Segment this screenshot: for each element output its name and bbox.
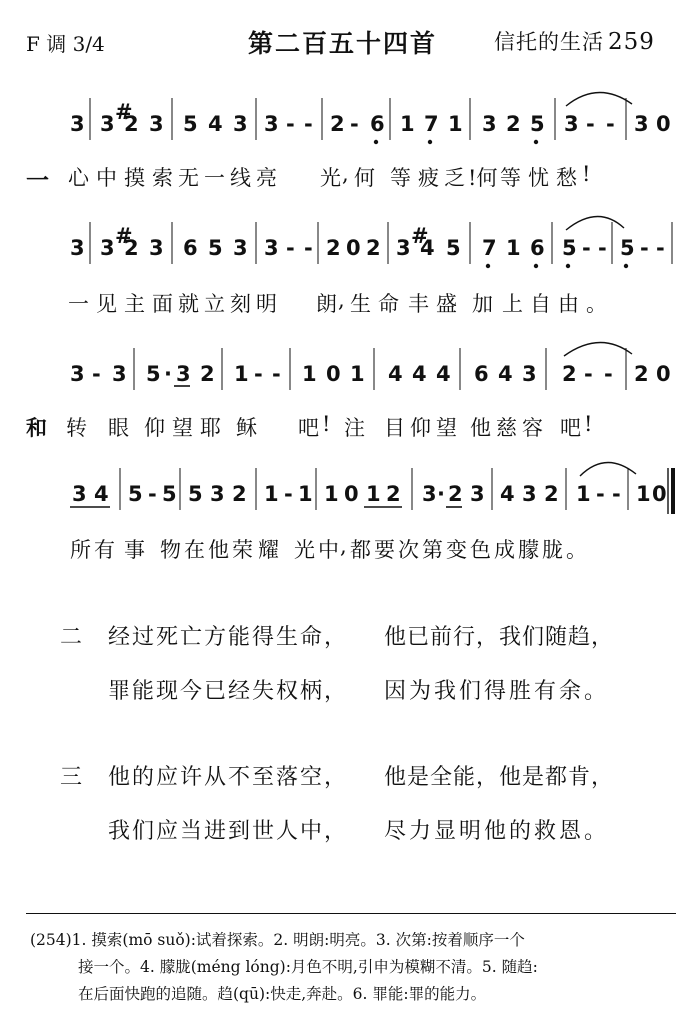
lyric-syllable: 要 bbox=[374, 538, 395, 562]
lyric-syllable: 就 bbox=[178, 292, 199, 316]
svg-text:1: 1 bbox=[636, 482, 651, 506]
lyric-syllable: 仰 bbox=[144, 416, 165, 440]
svg-text:0: 0 bbox=[344, 482, 359, 506]
svg-text:3: 3 bbox=[396, 236, 411, 260]
svg-text:2: 2 bbox=[232, 482, 247, 506]
svg-text:-: - bbox=[286, 112, 295, 136]
svg-text:3: 3 bbox=[72, 482, 87, 506]
svg-text:3: 3 bbox=[422, 482, 437, 506]
lyric-syllable: 次 bbox=[398, 538, 419, 562]
svg-text:2: 2 bbox=[124, 112, 139, 136]
key-meter: F 调 3/4 bbox=[26, 32, 105, 56]
lyric-syllable: 明 bbox=[256, 292, 277, 316]
svg-text:5: 5 bbox=[620, 236, 635, 260]
svg-text:5: 5 bbox=[446, 236, 461, 260]
lyric-punct: , bbox=[340, 534, 347, 558]
lyric-syllable: 朦 bbox=[518, 538, 539, 562]
lyric-syllable: 目 bbox=[384, 416, 405, 440]
svg-text:6: 6 bbox=[474, 362, 489, 386]
footnote bbox=[30, 927, 680, 1008]
footnote-line-1: (254)1. 摸索(mō suǒ):试着探索。2. 明朗:明亮。3. 次第:按着顺序一个 bbox=[30, 931, 525, 949]
svg-text:5: 5 bbox=[128, 482, 143, 506]
lyric-punct: ! bbox=[582, 162, 591, 186]
svg-text:3: 3 bbox=[564, 112, 579, 136]
lyric-syllable: 荣 bbox=[232, 538, 253, 562]
staff-line-3 bbox=[70, 342, 671, 390]
svg-text:0: 0 bbox=[652, 482, 667, 506]
svg-text:3: 3 bbox=[70, 362, 85, 386]
svg-text:3: 3 bbox=[149, 112, 164, 136]
svg-text:2: 2 bbox=[634, 362, 649, 386]
svg-text:3: 3 bbox=[522, 482, 537, 506]
staff-line-2 bbox=[70, 216, 672, 268]
svg-text:3: 3 bbox=[176, 362, 191, 386]
verse-number: 三 bbox=[60, 765, 83, 790]
footnote-line-2: 接一个。4. 朦胧(méng lóng):月色不明,引申为模糊不清。5. 随趋: bbox=[78, 958, 538, 976]
lyric-syllable: 丰 bbox=[408, 292, 429, 316]
svg-text:2: 2 bbox=[366, 236, 381, 260]
verse-number-1: 一 bbox=[26, 167, 49, 194]
lyric-syllable: 他 bbox=[208, 538, 229, 562]
lyric-syllable: 朗 bbox=[316, 292, 337, 316]
lyric-syllable: 等 bbox=[390, 166, 411, 190]
lyric-syllable: 乏 bbox=[444, 166, 465, 190]
lyric-syllable: 都 bbox=[350, 538, 371, 562]
lyric-punct: ! bbox=[584, 412, 593, 436]
lyric-punct: 。 bbox=[586, 292, 607, 316]
svg-text:2: 2 bbox=[330, 112, 345, 136]
svg-text:4: 4 bbox=[412, 362, 427, 386]
svg-text:2: 2 bbox=[386, 482, 401, 506]
svg-text:·: · bbox=[437, 482, 445, 506]
lyric-syllable: 中 bbox=[96, 166, 117, 190]
lyric-syllable: 上 bbox=[502, 292, 523, 316]
lyric-syllable: 一 bbox=[204, 166, 225, 190]
lyric-syllable: 疲 bbox=[418, 166, 439, 190]
svg-text:2: 2 bbox=[124, 236, 139, 260]
lyric-syllable: 心 bbox=[68, 166, 89, 190]
svg-text:3: 3 bbox=[264, 112, 279, 136]
svg-text:3: 3 bbox=[100, 112, 115, 136]
svg-text:6: 6 bbox=[183, 236, 198, 260]
svg-text:1: 1 bbox=[298, 482, 313, 506]
svg-text:0: 0 bbox=[346, 236, 361, 260]
lyric-syllable: 胧 bbox=[542, 538, 563, 562]
svg-text:6: 6 bbox=[370, 112, 385, 136]
svg-text:-: - bbox=[586, 112, 595, 136]
svg-text:1: 1 bbox=[234, 362, 249, 386]
page-number: 259 bbox=[608, 29, 655, 55]
lyric-syllable: 耶 bbox=[200, 416, 221, 440]
lyric-syllable: 自 bbox=[530, 292, 551, 316]
lyric-syllable: 第 bbox=[422, 538, 443, 562]
svg-text:5: 5 bbox=[208, 236, 223, 260]
svg-text:2: 2 bbox=[506, 112, 521, 136]
verse-line: 因为我们得胜有余。 bbox=[384, 679, 610, 704]
lyric-syllable: 面 bbox=[152, 292, 173, 316]
lyric-syllable: 加 bbox=[472, 292, 493, 316]
svg-text:-: - bbox=[656, 236, 665, 260]
lyric-syllable: 望 bbox=[172, 416, 193, 440]
lyric-syllable: 刻 bbox=[230, 292, 251, 316]
verse-line: 他是全能，他是都肯， bbox=[384, 765, 615, 790]
svg-text:-: - bbox=[596, 482, 605, 506]
svg-text:1: 1 bbox=[448, 112, 463, 136]
lyric-syllable: 线 bbox=[230, 166, 251, 190]
svg-text:-: - bbox=[604, 362, 613, 386]
svg-text:4: 4 bbox=[208, 112, 223, 136]
svg-text:3: 3 bbox=[482, 112, 497, 136]
svg-text:-: - bbox=[254, 362, 263, 386]
lyric-syllable: 盛 bbox=[436, 292, 457, 316]
svg-text:·: · bbox=[164, 362, 172, 386]
staff-line-4 bbox=[70, 462, 673, 514]
lyric-syllable: 无 bbox=[178, 166, 199, 190]
lyric-syllable: 由 bbox=[558, 292, 579, 316]
svg-text:-: - bbox=[640, 236, 649, 260]
svg-text:-: - bbox=[612, 482, 621, 506]
svg-text:-: - bbox=[148, 482, 157, 506]
svg-text:5: 5 bbox=[146, 362, 161, 386]
svg-text:5: 5 bbox=[188, 482, 203, 506]
svg-text:1: 1 bbox=[350, 362, 365, 386]
lyric-syllable: 主 bbox=[124, 292, 145, 316]
svg-text:5: 5 bbox=[183, 112, 198, 136]
svg-text:4: 4 bbox=[388, 362, 403, 386]
lyrics-line-3 bbox=[0, 412, 700, 442]
svg-text:0: 0 bbox=[326, 362, 341, 386]
lyric-syllable: 变 bbox=[446, 538, 467, 562]
footnote-line-3: 在后面快跑的追随。趋(qū):快走,奔赴。6. 罪能:罪的能力。 bbox=[78, 985, 487, 1003]
svg-text:5: 5 bbox=[562, 236, 577, 260]
lyric-syllable: 和 bbox=[26, 415, 47, 440]
lyric-punct: , bbox=[338, 288, 345, 312]
lyric-syllable: 立 bbox=[204, 292, 225, 316]
verse-line: 经过死亡方能得生命， bbox=[108, 625, 349, 650]
svg-text:6: 6 bbox=[530, 236, 545, 260]
verse-line: 罪能现今已经失权柄， bbox=[108, 679, 349, 704]
lyric-syllable: 忧 bbox=[528, 166, 549, 190]
svg-text:5: 5 bbox=[162, 482, 177, 506]
svg-text:1: 1 bbox=[506, 236, 521, 260]
svg-text:3: 3 bbox=[100, 236, 115, 260]
svg-text:#: # bbox=[115, 224, 133, 248]
svg-text:0: 0 bbox=[656, 112, 671, 136]
lyric-syllable: 愁 bbox=[556, 166, 577, 190]
staff-line-1 bbox=[70, 92, 671, 144]
svg-text:2: 2 bbox=[562, 362, 577, 386]
svg-text:-: - bbox=[286, 236, 295, 260]
svg-text:2: 2 bbox=[326, 236, 341, 260]
lyric-syllable: 稣 bbox=[236, 416, 257, 440]
lyric-syllable: 物 bbox=[160, 538, 181, 562]
svg-text:4: 4 bbox=[436, 362, 451, 386]
svg-text:-: - bbox=[606, 112, 615, 136]
lyric-punct: 。 bbox=[566, 538, 587, 562]
lyric-syllable: 吧 bbox=[560, 416, 581, 440]
svg-text:3: 3 bbox=[264, 236, 279, 260]
svg-text:-: - bbox=[284, 482, 293, 506]
svg-text:5: 5 bbox=[530, 112, 545, 136]
svg-text:-: - bbox=[598, 236, 607, 260]
hymn-title: 第二百五十四首 bbox=[248, 29, 438, 58]
svg-text:3: 3 bbox=[233, 112, 248, 136]
lyric-syllable: 见 bbox=[96, 292, 117, 316]
svg-text:-: - bbox=[304, 112, 313, 136]
lyric-syllable: 所 bbox=[70, 538, 91, 562]
svg-text:1: 1 bbox=[400, 112, 415, 136]
lyrics-line-2 bbox=[0, 288, 700, 318]
svg-text:3: 3 bbox=[210, 482, 225, 506]
lyric-syllable: 中 bbox=[318, 538, 339, 562]
lyric-syllable: 在 bbox=[184, 538, 205, 562]
lyric-syllable: 光 bbox=[294, 538, 315, 562]
svg-text:4: 4 bbox=[500, 482, 515, 506]
svg-text:3: 3 bbox=[112, 362, 127, 386]
svg-text:3: 3 bbox=[233, 236, 248, 260]
lyric-syllable: 耀 bbox=[258, 538, 279, 562]
lyric-syllable: 光 bbox=[320, 166, 341, 190]
svg-text:-: - bbox=[350, 112, 359, 136]
lyric-syllable: 容 bbox=[522, 416, 543, 440]
svg-text:7: 7 bbox=[482, 236, 497, 260]
svg-text:3: 3 bbox=[470, 482, 485, 506]
lyric-syllable: 注 bbox=[344, 416, 365, 440]
svg-text:1: 1 bbox=[324, 482, 339, 506]
lyric-syllable: 等 bbox=[500, 166, 521, 190]
svg-text:2: 2 bbox=[544, 482, 559, 506]
svg-text:4: 4 bbox=[94, 482, 109, 506]
lyrics-line-1 bbox=[0, 162, 700, 192]
svg-text:3: 3 bbox=[522, 362, 537, 386]
verse-number: 二 bbox=[60, 625, 83, 650]
lyric-syllable: 吧 bbox=[298, 416, 319, 440]
svg-text:1: 1 bbox=[576, 482, 591, 506]
svg-text:3: 3 bbox=[149, 236, 164, 260]
lyric-syllable: 索 bbox=[152, 166, 173, 190]
lyric-syllable: 眼 bbox=[108, 416, 129, 440]
lyric-syllable: 摸 bbox=[124, 166, 145, 190]
svg-text:-: - bbox=[92, 362, 101, 386]
verse-line: 尽力显明他的救恩。 bbox=[384, 819, 610, 844]
verse-line: 他已前行，我们随趋， bbox=[384, 625, 615, 650]
svg-text:7: 7 bbox=[424, 112, 439, 136]
lyric-syllable: !何 bbox=[468, 166, 498, 190]
svg-text:-: - bbox=[584, 362, 593, 386]
lyric-punct: , bbox=[342, 162, 349, 186]
svg-text:0: 0 bbox=[656, 362, 671, 386]
lyric-syllable: 他 bbox=[470, 416, 491, 440]
svg-text:2: 2 bbox=[200, 362, 215, 386]
svg-text:2: 2 bbox=[448, 482, 463, 506]
svg-text:4: 4 bbox=[498, 362, 513, 386]
svg-text:1: 1 bbox=[302, 362, 317, 386]
svg-text:-: - bbox=[272, 362, 281, 386]
lyric-punct: ! bbox=[322, 412, 331, 436]
lyric-syllable: 命 bbox=[378, 292, 399, 316]
lyric-syllable: 一 bbox=[68, 292, 89, 316]
lyric-syllable: 望 bbox=[436, 416, 457, 440]
lyric-syllable: 仰 bbox=[410, 416, 431, 440]
lyric-syllable: 何 bbox=[354, 166, 375, 190]
svg-text:#: # bbox=[115, 100, 133, 124]
svg-text:3: 3 bbox=[70, 112, 85, 136]
svg-text:1: 1 bbox=[264, 482, 279, 506]
lyric-syllable: 有 bbox=[94, 538, 115, 562]
lyric-syllable: 亮 bbox=[256, 166, 277, 190]
verse-line: 他的应许从不至落空， bbox=[108, 765, 349, 790]
lyric-syllable: 成 bbox=[494, 538, 515, 562]
lyric-syllable: 色 bbox=[470, 538, 491, 562]
svg-text:-: - bbox=[582, 236, 591, 260]
svg-text:-: - bbox=[304, 236, 313, 260]
lyric-syllable: 事 bbox=[124, 538, 145, 562]
svg-text:3: 3 bbox=[70, 236, 85, 260]
lyric-syllable: 慈 bbox=[496, 416, 517, 440]
verse-line: 我们应当进到世人中， bbox=[108, 819, 349, 844]
footnote-divider bbox=[26, 913, 676, 914]
svg-text:3: 3 bbox=[634, 112, 649, 136]
svg-text:#: # bbox=[411, 224, 429, 248]
svg-text:1: 1 bbox=[366, 482, 381, 506]
lyric-syllable: 生 bbox=[350, 292, 371, 316]
lyric-syllable: 转 bbox=[66, 416, 87, 440]
lyrics-line-4 bbox=[0, 534, 700, 564]
book-name: 信托的生活 bbox=[494, 30, 604, 54]
svg-text:4: 4 bbox=[420, 236, 435, 260]
